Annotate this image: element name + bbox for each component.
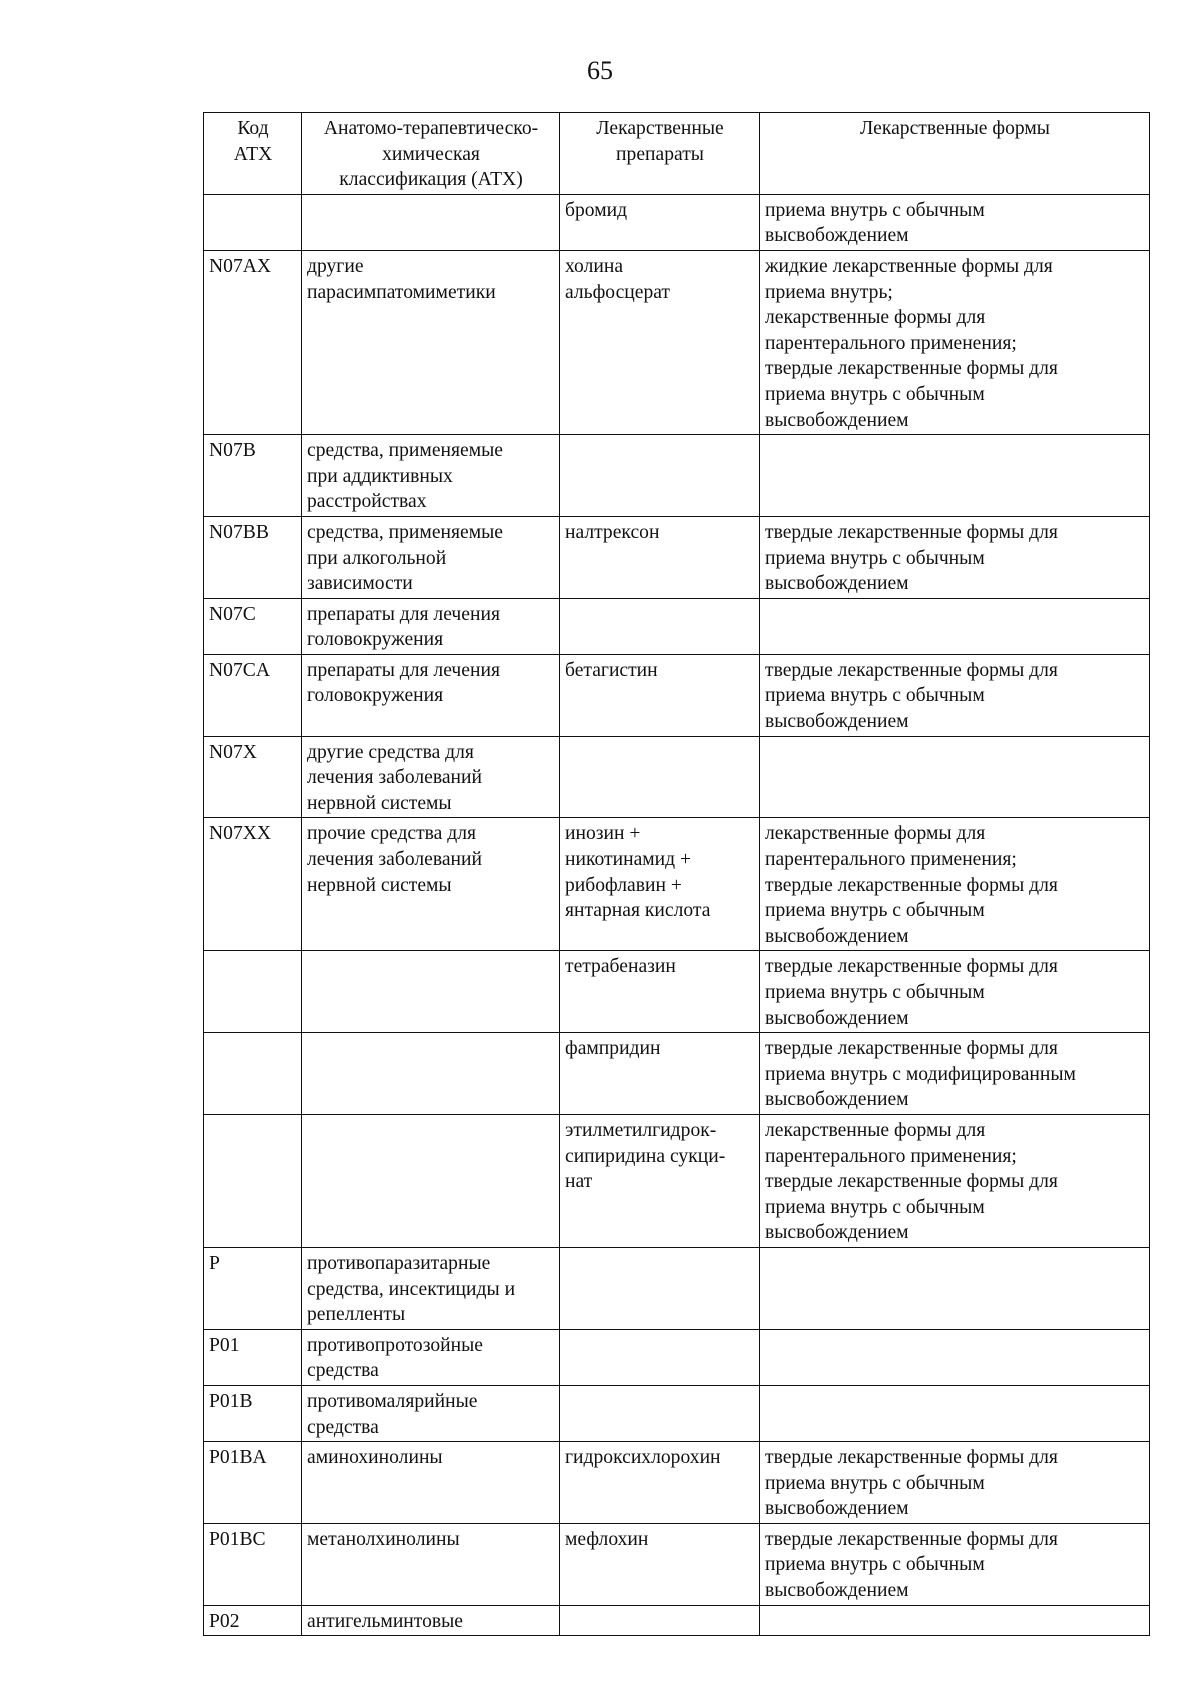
table-row xyxy=(204,654,1150,736)
cell-drug: инозин + никотинамид + рибофлавин + янтарная кислота xyxy=(560,818,760,951)
cell-form xyxy=(760,1605,1150,1636)
header-classification: Анатомо-терапевтическо- химическая классификация (АТХ) xyxy=(302,113,560,195)
table-row xyxy=(204,818,1150,951)
cell-drug: холина альфосцерат xyxy=(560,250,760,434)
cell-code: N07C xyxy=(204,598,302,654)
cell-classification xyxy=(302,194,560,250)
cell-code xyxy=(204,1114,302,1247)
cell-code: P02 xyxy=(204,1605,302,1636)
table-row xyxy=(204,598,1150,654)
cell-classification xyxy=(302,1114,560,1247)
table-row xyxy=(204,435,1150,517)
cell-form: жидкие лекарственные формы для приема внутрь; лекарственные формы для парентерального применения; твердые лекарственные формы для приема внутрь с обычным высвобождением xyxy=(760,250,1150,434)
header-forms: Лекарственные формы xyxy=(760,113,1150,195)
cell-form xyxy=(760,1385,1150,1441)
cell-code: N07CA xyxy=(204,654,302,736)
cell-code: P01BA xyxy=(204,1442,302,1524)
table-row xyxy=(204,194,1150,250)
cell-form xyxy=(760,1329,1150,1385)
cell-form xyxy=(760,435,1150,517)
cell-form: твердые лекарственные формы для приема внутрь с обычным высвобождением xyxy=(760,516,1150,598)
cell-classification: средства, применяемые при алкогольной зависимости xyxy=(302,516,560,598)
cell-drug: тетрабеназин xyxy=(560,951,760,1033)
table-row xyxy=(204,1247,1150,1329)
cell-form xyxy=(760,598,1150,654)
table-row xyxy=(204,516,1150,598)
cell-classification xyxy=(302,951,560,1033)
header-drugs: Лекарственные препараты xyxy=(560,113,760,195)
cell-code: P01BC xyxy=(204,1523,302,1605)
cell-classification: антигельминтовые xyxy=(302,1605,560,1636)
atx-drug-table xyxy=(203,112,1150,1636)
table-row xyxy=(204,1523,1150,1605)
cell-form: твердые лекарственные формы для приема внутрь с обычным высвобождением xyxy=(760,1442,1150,1524)
cell-form: твердые лекарственные формы для приема внутрь с обычным высвобождением xyxy=(760,654,1150,736)
cell-code xyxy=(204,951,302,1033)
cell-code xyxy=(204,1033,302,1115)
cell-form xyxy=(760,1247,1150,1329)
cell-code: N07BB xyxy=(204,516,302,598)
table-row xyxy=(204,1033,1150,1115)
table-row xyxy=(204,1329,1150,1385)
cell-classification: препараты для лечения головокружения xyxy=(302,598,560,654)
table-row xyxy=(204,250,1150,434)
cell-classification: другие парасимпатомиметики xyxy=(302,250,560,434)
cell-code: N07XX xyxy=(204,818,302,951)
cell-classification: метанолхинолины xyxy=(302,1523,560,1605)
cell-form: лекарственные формы для парентерального применения; твердые лекарственные формы для приема внутрь с обычным высвобождением xyxy=(760,1114,1150,1247)
table-row xyxy=(204,1385,1150,1441)
cell-classification xyxy=(302,1033,560,1115)
table-row xyxy=(204,1605,1150,1636)
cell-classification: прочие средства для лечения заболеваний нервной системы xyxy=(302,818,560,951)
page-number: 65 xyxy=(587,56,613,85)
cell-drug xyxy=(560,1329,760,1385)
cell-drug: этилметилгидрок- сипиридина сукци- нат xyxy=(560,1114,760,1247)
cell-code: P01B xyxy=(204,1385,302,1441)
table-row xyxy=(204,1442,1150,1524)
cell-drug xyxy=(560,736,760,818)
cell-drug xyxy=(560,1605,760,1636)
cell-drug: бетагистин xyxy=(560,654,760,736)
table-row xyxy=(204,951,1150,1033)
table-row xyxy=(204,1114,1150,1247)
cell-code xyxy=(204,194,302,250)
cell-classification: аминохинолины xyxy=(302,1442,560,1524)
cell-drug xyxy=(560,598,760,654)
cell-form: приема внутрь с обычным высвобождением xyxy=(760,194,1150,250)
cell-code: P01 xyxy=(204,1329,302,1385)
header-code: Код АТХ xyxy=(204,113,302,195)
cell-drug: гидроксихлорохин xyxy=(560,1442,760,1524)
cell-classification: препараты для лечения головокружения xyxy=(302,654,560,736)
table-header-row xyxy=(204,113,1150,195)
cell-code: N07X xyxy=(204,736,302,818)
cell-classification: противомалярийные средства xyxy=(302,1385,560,1441)
cell-drug xyxy=(560,1247,760,1329)
cell-code: N07AX xyxy=(204,250,302,434)
cell-form xyxy=(760,736,1150,818)
cell-classification: противопротозойные средства xyxy=(302,1329,560,1385)
cell-drug: мефлохин xyxy=(560,1523,760,1605)
cell-code: N07B xyxy=(204,435,302,517)
cell-drug xyxy=(560,1385,760,1441)
cell-classification: средства, применяемые при аддиктивных расстройствах xyxy=(302,435,560,517)
cell-form: лекарственные формы для парентерального применения; твердые лекарственные формы для приема внутрь с обычным высвобождением xyxy=(760,818,1150,951)
cell-drug xyxy=(560,435,760,517)
cell-form: твердые лекарственные формы для приема внутрь с обычным высвобождением xyxy=(760,1523,1150,1605)
cell-classification: другие средства для лечения заболеваний нервной системы xyxy=(302,736,560,818)
cell-form: твердые лекарственные формы для приема внутрь с обычным высвобождением xyxy=(760,951,1150,1033)
cell-code: P xyxy=(204,1247,302,1329)
cell-drug: бромид xyxy=(560,194,760,250)
cell-form: твердые лекарственные формы для приема внутрь с модифицированным высвобождением xyxy=(760,1033,1150,1115)
table-row xyxy=(204,736,1150,818)
cell-drug: фампридин xyxy=(560,1033,760,1115)
cell-drug: налтрексон xyxy=(560,516,760,598)
cell-classification: противопаразитарные средства, инсектициды и репелленты xyxy=(302,1247,560,1329)
